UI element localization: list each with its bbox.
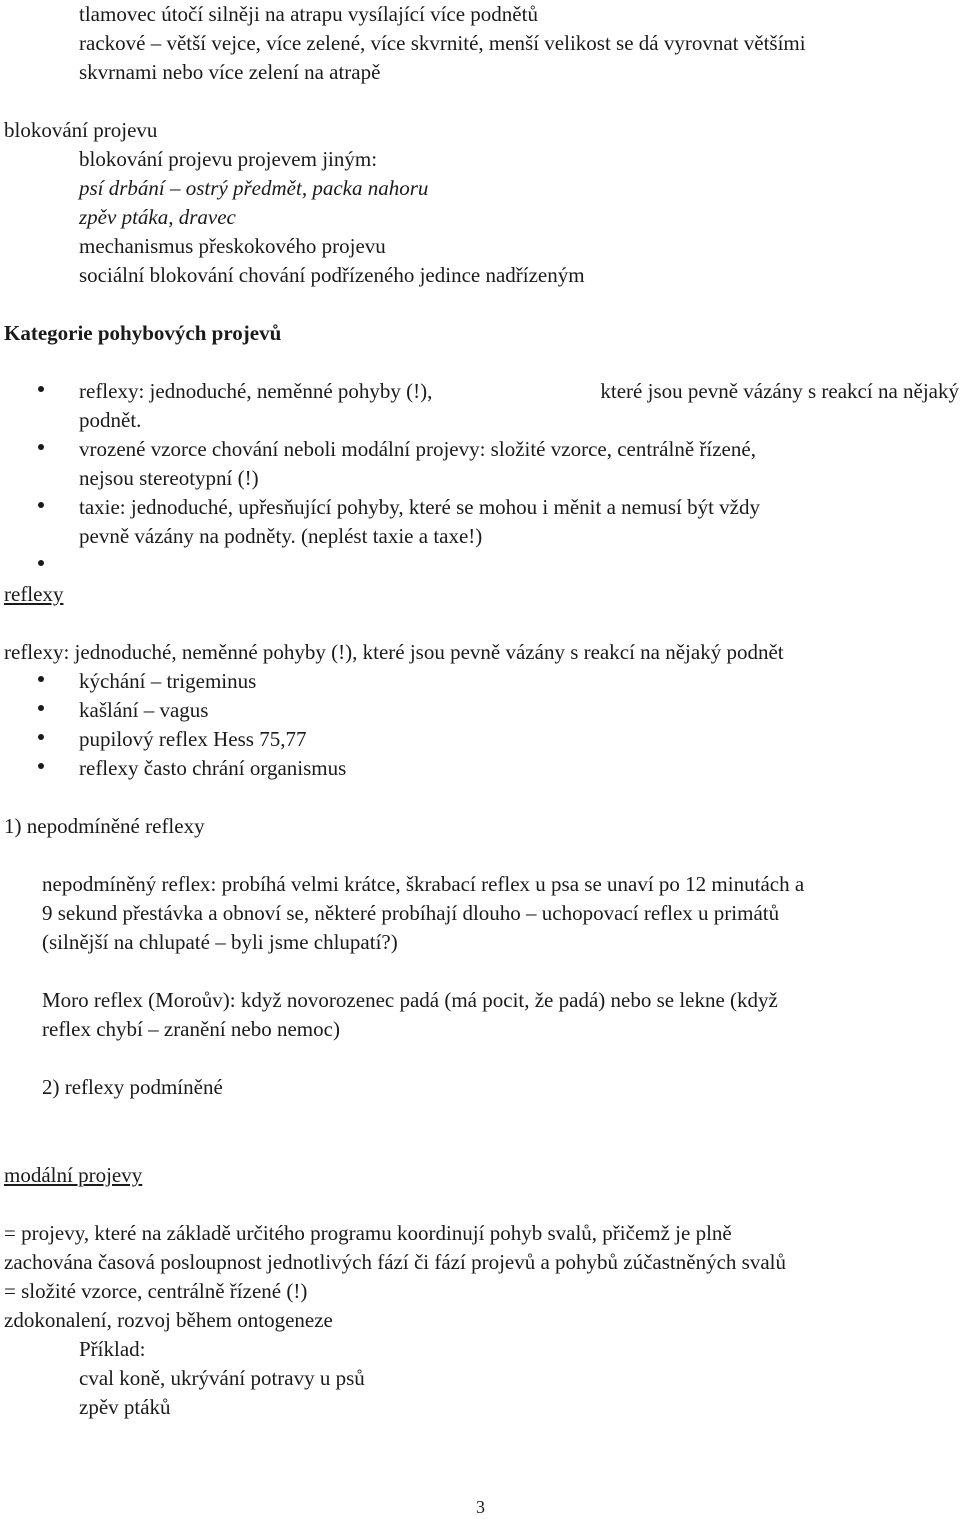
category-taxis-line-2: pevně vázány na podněty. (neplést taxie a taxe!) [79, 524, 483, 548]
blocking-mechanism: mechanismus přeskokového projevu [79, 234, 386, 258]
bullet-icon [38, 444, 44, 450]
blocking-example-2: zpěv ptáka, dravec [79, 205, 236, 229]
bullet-icon [38, 676, 44, 682]
modal-line-3: = složité vzorce, centrálně řízené (!) [4, 1279, 308, 1303]
categories-heading: Kategorie pohybových projevů [4, 321, 282, 345]
unconditioned-paragraph-1-line-3: (silnější na chlupaté – byli jsme chlupatí?) [42, 930, 398, 954]
moro-reflex-line-1: Moro reflex (Moroův): když novorozenec padá (má pocit, že padá) nebo se lekne (když [42, 988, 778, 1012]
blocking-social: sociální blokování chování podřízeného jedince nadřízeným [79, 263, 585, 287]
modal-line-2: zachována časová posloupnost jednotlivých fází či fází projevů a pohybů zúčastněných svalů [4, 1250, 786, 1274]
category-modal-line-2: nejsou stereotypní (!) [79, 466, 259, 490]
blocking-subheading: blokování projevu projevem jiným: [79, 147, 378, 171]
unconditioned-heading: 1) nepodmíněné reflexy [4, 814, 205, 838]
example-1: cval koně, ukrývání potravy u psů [79, 1366, 365, 1390]
category-modal-line-1: vrozené vzorce chování neboli modální projevy: složité vzorce, centrálně řízené, [79, 437, 756, 461]
category-taxis-line-1: taxie: jednoduché, upřesňující pohyby, které se mohou i měnit a nemusí být vždy [79, 495, 760, 519]
page-number: 3 [476, 1497, 485, 1517]
reflex-item: reflexy často chrání organismus [79, 756, 347, 780]
category-reflexes-line-1 [79, 379, 959, 403]
intro-line-3: skvrnami nebo více zelení na atrapě [79, 60, 381, 84]
reflex-item: kýchání – trigeminus [79, 669, 257, 693]
reflex-item: pupilový reflex Hess 75,77 [79, 727, 307, 751]
category-reflexes-line-2: podnět. [79, 408, 142, 432]
bullet-icon [38, 560, 44, 566]
bullet-icon [38, 386, 44, 392]
category-reflexes-text-b: které jsou pevně vázány s reakcí na nějaký [600, 379, 959, 403]
unconditioned-paragraph-1-line-2: 9 sekund přestávka a obnoví se, některé probíhají dlouho – uchopovací reflex u primátů [42, 901, 780, 925]
conditioned-heading: 2) reflexy podmíněné [42, 1075, 223, 1099]
reflexes-heading: reflexy [4, 582, 64, 606]
bullet-icon [38, 734, 44, 740]
bullet-icon [38, 502, 44, 508]
blocking-example-1: psí drbání – ostrý předmět, packa nahoru [79, 176, 429, 200]
example-label: Příklad: [79, 1337, 146, 1361]
bullet-icon [38, 705, 44, 711]
reflexes-definition: reflexy: jednoduché, neměnné pohyby (!), které jsou pevně vázány s reakcí na nějaký podnět [4, 640, 784, 664]
blocking-heading: blokování projevu [4, 118, 158, 142]
intro-line-1: tlamovec útočí silněji na atrapu vysílající více podnětů [79, 2, 538, 26]
intro-line-2: rackové – větší vejce, více zelené, více skvrnité, menší velikost se dá vyrovnat většími [79, 31, 806, 55]
reflex-item: kašlání – vagus [79, 698, 209, 722]
moro-reflex-line-2: reflex chybí – zranění nebo nemoc) [42, 1017, 340, 1041]
unconditioned-paragraph-1-line-1: nepodmíněný reflex: probíhá velmi krátce, škrabací reflex u psa se unaví po 12 minutách a [42, 872, 805, 896]
bullet-icon [38, 763, 44, 769]
category-reflexes-text-a: reflexy: jednoduché, neměnné pohyby (!), [79, 379, 433, 403]
example-2: zpěv ptáků [79, 1395, 171, 1419]
modal-heading: modální projevy [4, 1163, 143, 1187]
modal-line-4: zdokonalení, rozvoj během ontogeneze [4, 1308, 333, 1332]
modal-line-1: = projevy, které na základě určitého programu koordinují pohyb svalů, přičemž je plně [4, 1221, 732, 1245]
